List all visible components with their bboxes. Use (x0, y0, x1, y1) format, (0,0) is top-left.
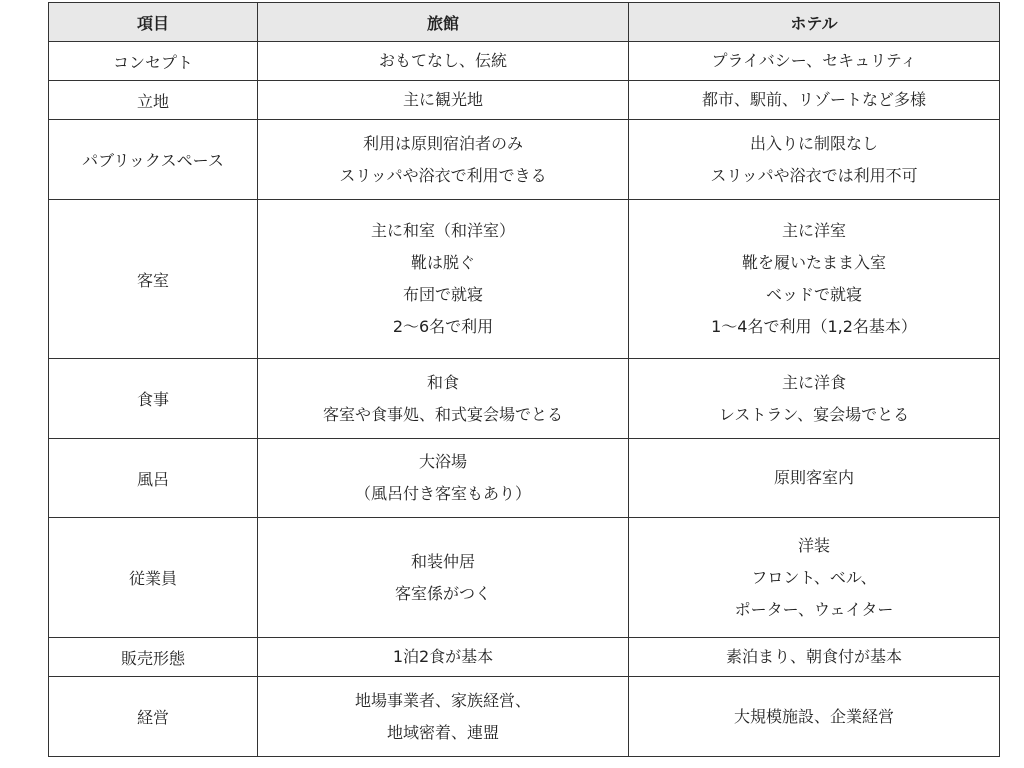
cell-line: 主に和室（和洋室） (370, 221, 515, 240)
cell-line: （風呂付き客室もあり） (354, 484, 531, 503)
table-row (49, 518, 1000, 638)
hotel-cell (629, 638, 1000, 677)
table-row (49, 42, 1000, 81)
hotel-cell (629, 359, 1000, 439)
header-item: 項目 (49, 3, 258, 42)
ryokan-cell (258, 81, 629, 120)
row-item-label: 販売形態 (49, 638, 258, 677)
cell-line: フロント、ベル、 (751, 567, 877, 587)
table-row (49, 81, 1000, 120)
table-row (49, 359, 1000, 439)
cell-line: 客室係がつく (394, 583, 491, 603)
cell-line: 都市、駅前、リゾートなど多様 (701, 90, 926, 109)
cell-line: 靴を履いたまま入室 (741, 253, 886, 272)
table-row (49, 200, 1000, 359)
cell-line: 大規模施設、企業経営 (733, 706, 894, 726)
cell-line: 利用は原則宿泊者のみ (362, 133, 523, 153)
cell-line: 洋装 (797, 535, 830, 555)
cell-line: 1泊2食が基本 (392, 647, 494, 666)
cell-line: 和食 (426, 372, 459, 392)
ryokan-cell (258, 200, 629, 359)
cell-line: 1～4名で利用（1,2名基本） (711, 317, 917, 336)
hotel-cell (629, 200, 1000, 359)
cell-line: 素泊まり、朝食付が基本 (725, 647, 902, 666)
header-ryokan: 旅館 (258, 3, 629, 42)
cell-line: おもてなし、伝統 (378, 51, 507, 70)
table-row (49, 638, 1000, 677)
ryokan-cell (258, 359, 629, 439)
row-item-label: 客室 (49, 200, 258, 359)
ryokan-cell (258, 518, 629, 638)
comparison-table (48, 2, 1000, 757)
cell-line: 地場事業者、家族経営、 (354, 690, 531, 710)
cell-line: 地域密着、連盟 (386, 722, 499, 742)
cell-line: レストラン、宴会場でとる (718, 404, 910, 424)
cell-line: 和装仲居 (410, 551, 475, 571)
cell-line: 主に観光地 (402, 90, 483, 109)
hotel-cell (629, 518, 1000, 638)
cell-line: ポーター、ウェイター (734, 599, 894, 619)
ryokan-cell (258, 439, 629, 518)
row-item-label: コンセプト (49, 42, 258, 81)
hotel-cell (629, 439, 1000, 518)
cell-line: プライバシー、セキュリティ (711, 51, 917, 70)
hotel-cell (629, 81, 1000, 120)
hotel-cell (629, 677, 1000, 757)
cell-line: 布団で就寝 (402, 285, 483, 304)
cell-line: 出入りに制限なし (749, 133, 878, 153)
row-item-label: 食事 (49, 359, 258, 439)
ryokan-cell (258, 638, 629, 677)
cell-line: スリッパや浴衣で利用できる (339, 165, 547, 185)
hotel-cell (629, 42, 1000, 81)
ryokan-cell (258, 120, 629, 200)
row-item-label: 従業員 (49, 518, 258, 638)
row-item-label: パブリックスペース (49, 120, 258, 200)
table-row (49, 677, 1000, 757)
cell-line: 靴は脱ぐ (410, 253, 475, 272)
row-item-label: 立地 (49, 81, 258, 120)
table-header-row (49, 3, 1000, 42)
cell-line: ベッドで就寝 (765, 285, 862, 304)
row-item-label: 経営 (49, 677, 258, 757)
table-row (49, 120, 1000, 200)
cell-line: 主に洋室 (781, 221, 846, 240)
cell-line: スリッパや浴衣では利用不可 (710, 165, 918, 185)
ryokan-cell (258, 677, 629, 757)
header-hotel: ホテル (629, 3, 1000, 42)
cell-line: 原則客室内 (773, 468, 854, 487)
cell-line: 客室や食事処、和式宴会場でとる (322, 404, 563, 424)
ryokan-cell (258, 42, 629, 81)
hotel-cell (629, 120, 1000, 200)
row-item-label: 風呂 (49, 439, 258, 518)
cell-line: 主に洋食 (781, 372, 846, 392)
table-row (49, 439, 1000, 518)
cell-line: 2～6名で利用 (392, 317, 494, 336)
cell-line: 大浴場 (418, 452, 467, 471)
